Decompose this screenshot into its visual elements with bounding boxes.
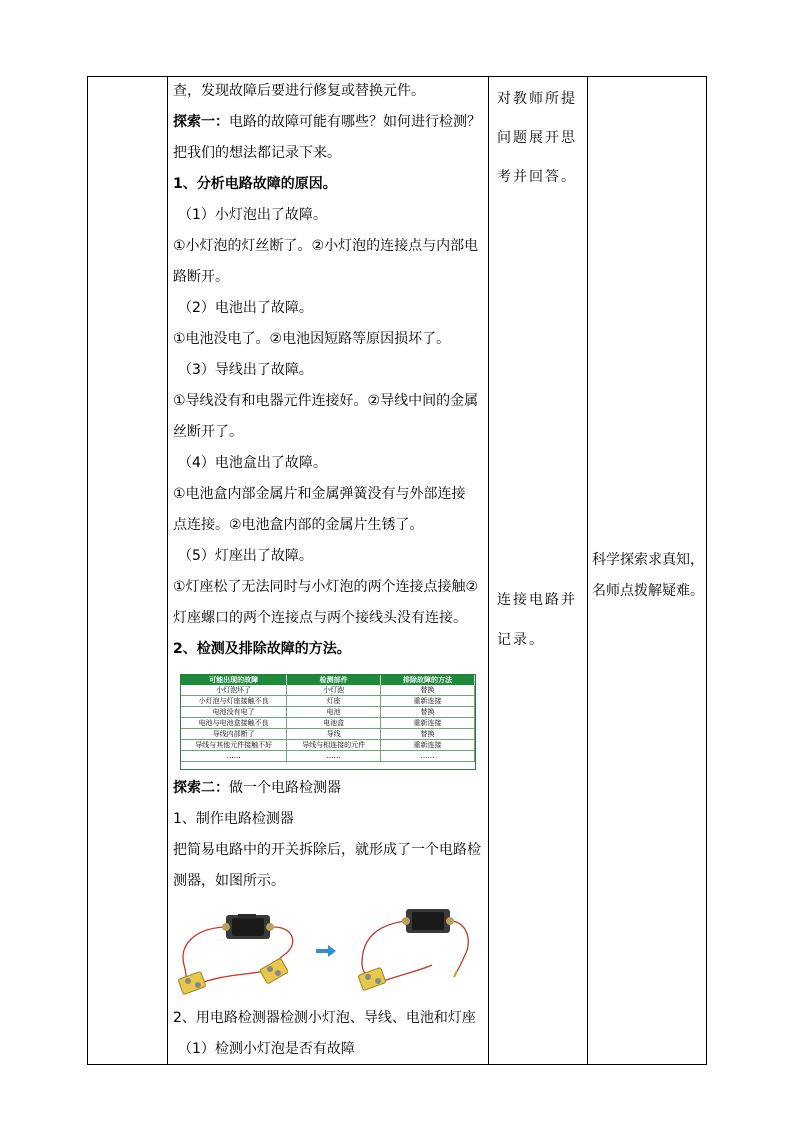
table-col-border-4 xyxy=(587,76,588,1065)
fault-table-header: 可能出现的故障 xyxy=(181,675,287,685)
content-line-16: ①灯座松了无法同时与小灯泡的两个连接点接触② xyxy=(173,579,479,595)
fault-table-cell: 重新连接 xyxy=(381,718,475,729)
content-line-7: （2）电池出了故障。 xyxy=(178,300,313,316)
student-activity-1 xyxy=(497,80,583,197)
content-line-8: ①电池没电了。②电池因短路等原因损坏了。 xyxy=(173,331,451,347)
teaching-content xyxy=(173,76,485,665)
table-col-border-5 xyxy=(706,76,707,1065)
fault-table-cell: 替换 xyxy=(381,729,475,740)
activity-line: 考并回答。 xyxy=(497,169,577,185)
content-line-17: 灯座螺口的两个连接点与两个接线头没有连接。 xyxy=(173,610,467,626)
fault-table-cell: 导线内部断了 xyxy=(181,729,287,740)
fault-table xyxy=(180,674,476,770)
content-line-5: ①小灯泡的灯丝断了。②小灯泡的连接点与内部电 xyxy=(173,238,479,254)
fault-table-cell: 导线与其他元件接触不好 xyxy=(181,740,287,751)
fault-table-cell: 电池没有电了 xyxy=(181,707,287,718)
activity-line: 记录。 xyxy=(497,632,545,648)
intent-line: 名师点拨解疑难。 xyxy=(592,583,704,599)
fault-table-row xyxy=(181,740,475,751)
explore-one-question: 电路的故障可能有哪些？如何进行检测？ xyxy=(229,114,481,130)
content-line-4: （1）小灯泡出了故障。 xyxy=(178,207,327,223)
fault-table-cell: 替换 xyxy=(381,685,475,696)
fault-table-cell: 重新连接 xyxy=(381,696,475,707)
table-col-border-2 xyxy=(167,76,168,1065)
design-intent xyxy=(592,545,706,607)
fault-table-cell: 导线与相连接的元件 xyxy=(287,740,381,751)
fault-table-header: 检测部件 xyxy=(287,675,381,685)
content-heading-1: 1、分析电路故障的原因。 xyxy=(173,176,337,192)
fault-table-row xyxy=(181,685,475,696)
detection-section xyxy=(173,1003,485,1065)
fault-table-cell: 导线 xyxy=(287,729,381,740)
circuit-detector-image xyxy=(174,905,480,997)
fault-table-cell: 小灯泡 xyxy=(287,685,381,696)
fault-table-cell: 电池与电池盒接触不良 xyxy=(181,718,287,729)
content-line-0: 查，发现故障后要进行修复或替换元件。 xyxy=(173,83,425,99)
activity-line: 问题展开思 xyxy=(497,130,577,146)
intent-line: 科学探索求真知， xyxy=(592,552,704,568)
content-line-10: ①导线没有和电器元件连接好。②导线中间的金属 xyxy=(173,393,479,409)
fault-table-cell: …… xyxy=(181,751,287,762)
student-activity-2 xyxy=(497,580,583,660)
fault-table-row xyxy=(181,751,475,762)
complete-circuit-figure xyxy=(178,914,293,995)
content-line-detect-2: （1）检测小灯泡是否有故障 xyxy=(178,1041,355,1057)
fault-table-cell: 电池 xyxy=(287,707,381,718)
fault-table-header: 排除故障的方法 xyxy=(381,675,475,685)
fault-table-cell: 替换 xyxy=(381,707,475,718)
fault-table-cell: …… xyxy=(287,751,381,762)
explore-two-text: 做一个电路检测器 xyxy=(229,780,341,796)
content-line-2: 把我们的想法都记录下来。 xyxy=(173,145,341,161)
fault-table-cell: 重新连接 xyxy=(381,740,475,751)
fault-table-header-row xyxy=(181,675,475,685)
content-line-after-2: 把简易电路中的开关拆除后，就形成了一个电路检 xyxy=(173,842,481,858)
content-line-9: （3）导线出了故障。 xyxy=(178,362,313,378)
fault-table-cell: 电池盒 xyxy=(287,718,381,729)
content-line-6: 路断开。 xyxy=(173,269,229,285)
detector-circuit-figure xyxy=(358,909,468,991)
fault-table-row xyxy=(181,729,475,740)
explore-two-section xyxy=(173,773,485,897)
content-line-1 xyxy=(173,107,485,138)
content-line-after-3: 测器，如图所示。 xyxy=(173,873,285,889)
content-line-12: （4）电池盒出了故障。 xyxy=(178,455,327,471)
activity-line: 连接电路并 xyxy=(497,592,577,608)
content-line-15: （5）灯座出了故障。 xyxy=(178,548,313,564)
fault-table-row xyxy=(181,707,475,718)
explore-one-label: 探索一： xyxy=(173,114,229,130)
table-col-border-1 xyxy=(87,76,88,1065)
fault-table-cell: 灯座 xyxy=(287,696,381,707)
table-col-border-3 xyxy=(488,76,489,1065)
content-line-after-1: 1、制作电路检测器 xyxy=(173,811,294,827)
content-line-detect-1: 2、用电路检测器检测小灯泡、导线、电池和灯座 xyxy=(173,1010,476,1026)
content-line-11: 丝断开了。 xyxy=(173,424,243,440)
arrow-right-icon xyxy=(316,945,336,957)
content-line-13: ①电池盒内部金属片和金属弹簧没有与外部连接 xyxy=(173,486,466,502)
fault-table-cell: …… xyxy=(381,751,475,762)
content-line-14: 点连接。②电池盒内部的金属片生锈了。 xyxy=(173,517,424,533)
fault-table-row xyxy=(181,696,475,707)
activity-line: 对教师所提 xyxy=(497,91,577,107)
explore-two-label: 探索二： xyxy=(173,780,229,796)
fault-table-row xyxy=(181,718,475,729)
explore-two-title xyxy=(173,773,485,804)
fault-table-cell: 小灯泡坏了 xyxy=(181,685,287,696)
fault-table-cell: 小灯泡与灯座接触不良 xyxy=(181,696,287,707)
content-heading-2: 2、检测及排除故障的方法。 xyxy=(173,641,351,657)
